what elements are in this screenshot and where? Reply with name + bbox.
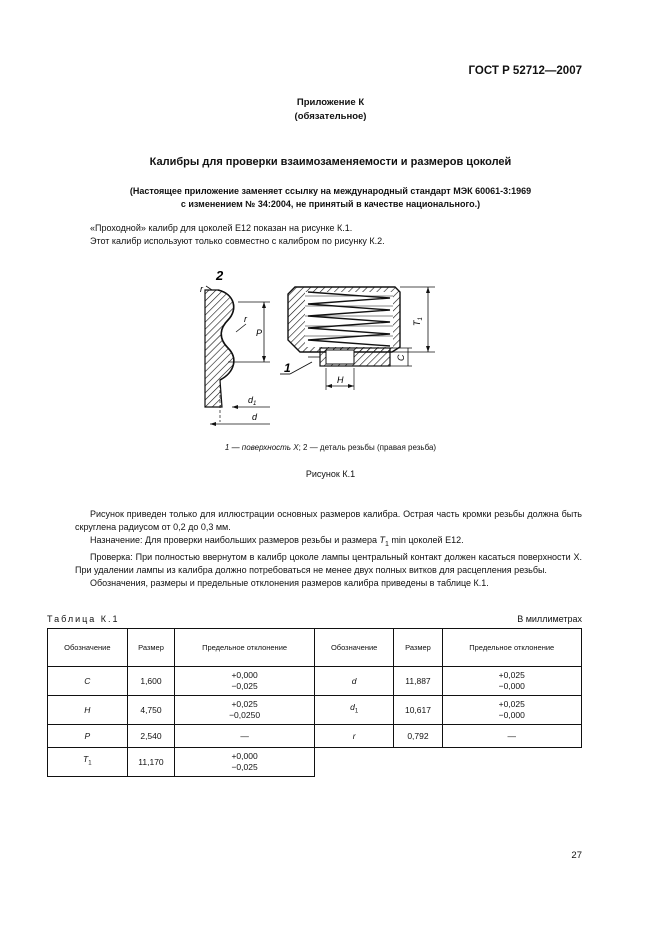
table-cell: 4,750 <box>127 696 175 725</box>
table-cell: 11,887 <box>394 667 442 696</box>
table-cell: +0,025 −0,000 <box>442 667 582 696</box>
body-paragraph-4: Обозначения, размеры и предельные отклонения размеров калибра приведены в таблице К.1. <box>90 577 489 588</box>
page-number: 27 <box>571 850 582 861</box>
table-cell: r <box>314 725 394 748</box>
table-label: Таблица К.1 <box>47 614 120 624</box>
appendix-type: (обязательное) <box>294 111 367 122</box>
appendix-title: Приложение К <box>296 97 365 108</box>
gauge-section <box>280 287 435 390</box>
table-cell: $T_1$ <box>48 748 128 777</box>
radius-label-top: r <box>200 284 203 294</box>
note-line-1: (Настоящее приложение заменяет ссылку на международный стандарт МЭК 60061-3:1969 <box>129 186 532 196</box>
body-paragraph-3: Проверка: При полностью ввернутом в калибр цоколе лампы центральный контакт должен касаться поверхности X. При удалении лампы из калибра должно потребоваться не менее двух полных витков для расцепления резьбы. <box>75 551 582 575</box>
intro-paragraph-1: «Проходной» калибр для цоколей Е12 показан на рисунке К.1. <box>90 223 353 233</box>
replacement-note <box>0 185 661 211</box>
col-header-tolerance: Предельное отклонение <box>442 629 582 667</box>
table-row <box>48 725 582 748</box>
col-header-tolerance: Предельное отклонение <box>175 629 314 667</box>
figure-title: Рисунок К.1 <box>305 469 356 479</box>
width-h-label: H <box>337 375 344 385</box>
table-cell: +0,025 −0,0250 <box>175 696 314 725</box>
table-cell: P <box>48 725 128 748</box>
table-cell: +0,000 −0,025 <box>175 748 314 777</box>
length-t1-label: $T_1$ <box>412 317 424 326</box>
intro-paragraph-2: Этот калибр используют только совместно с калибром по рисунку К.2. <box>90 236 385 246</box>
table-cell: 2,540 <box>127 725 175 748</box>
table-row <box>48 748 582 777</box>
major-diameter-label: d <box>252 412 258 422</box>
body-paragraph-1: Рисунок приведен только для иллюстрации основных размеров калибра. Острая часть кромки резьбы должна быть скруглена радиусом от 0,2 до 0,3 мм. <box>75 509 582 532</box>
intro-text <box>75 222 582 248</box>
figure-legend: 1 — поверхность X; 2 — деталь резьбы (правая резьба) <box>224 443 437 452</box>
empty-cell <box>394 748 442 777</box>
empty-cell <box>314 748 394 777</box>
table-header-row <box>48 629 582 667</box>
part-2-label: 2 <box>216 268 224 283</box>
empty-cell <box>442 748 582 777</box>
table-cell: 11,170 <box>127 748 175 777</box>
col-header-symbol: Обозначение <box>48 629 128 667</box>
thread-profile-detail <box>205 286 270 426</box>
table-cell: 10,617 <box>394 696 442 725</box>
radius-label-mid: r <box>244 314 247 324</box>
table-row <box>48 696 582 725</box>
table-cell: — <box>175 725 314 748</box>
standard-code: ГОСТ Р 52712—2007 <box>468 65 582 77</box>
body-text <box>75 508 582 590</box>
gauge-drawing <box>180 262 440 432</box>
table-cell: +0,025 −0,000 <box>442 696 582 725</box>
table-cell: +0,000 −0,025 <box>175 667 314 696</box>
col-header-symbol: Обозначение <box>314 629 394 667</box>
appendix-heading <box>0 96 661 124</box>
col-header-size: Размер <box>127 629 175 667</box>
minor-diameter-label: $d_1$ <box>248 395 257 407</box>
table-cell: $d_1$ <box>314 696 394 725</box>
part-1-label: 1 <box>284 361 291 375</box>
table-row <box>48 667 582 696</box>
table-units: В миллиметрах <box>517 614 582 624</box>
height-c-label: C <box>396 354 406 361</box>
pitch-label: P <box>256 328 263 338</box>
note-line-2: с изменением № 34:2004, не принятый в качестве национального.) <box>180 199 481 209</box>
table-cell: 0,792 <box>394 725 442 748</box>
col-header-size: Размер <box>394 629 442 667</box>
table-cell: H <box>48 696 128 725</box>
table-cell: d <box>314 667 394 696</box>
dimensions-table <box>47 628 582 777</box>
main-title: Калибры для проверки взаимозаменяемости и размеров цоколей <box>149 156 512 168</box>
table-cell: 1,600 <box>127 667 175 696</box>
table-cell: — <box>442 725 582 748</box>
table-cell: C <box>48 667 128 696</box>
body-paragraph-2: Назначение: Для проверки наибольших размеров резьбы и размера $T_1$ min цоколей Е12. <box>90 535 464 548</box>
